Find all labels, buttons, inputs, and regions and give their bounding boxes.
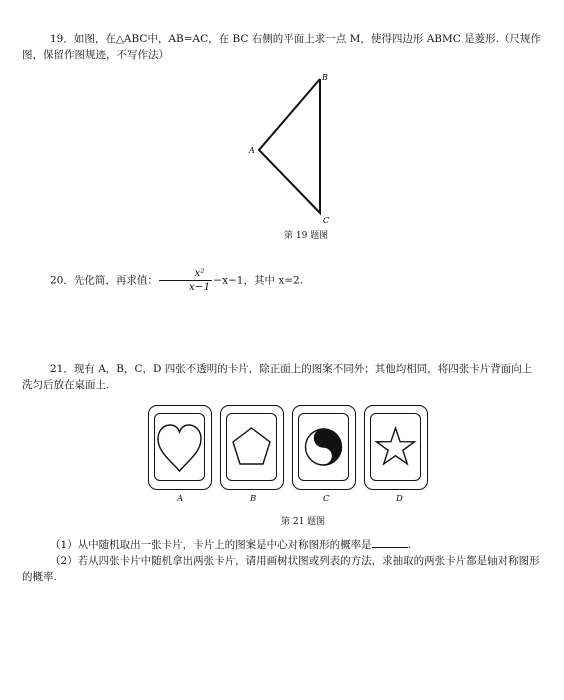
card-b-label: B [250, 494, 257, 504]
card-c-face [298, 413, 349, 481]
figure-21-caption: 第 21 题图 [281, 517, 326, 527]
question-20-prefix: 20．先化简，再求值： [50, 274, 158, 287]
figure-19-caption: 第 19 题图 [284, 231, 329, 241]
card-a-face [154, 413, 205, 481]
question-21-part-2: （2）若从四张卡片中随机拿出两张卡片，请用画树状图或列表的方法，求抽取的两张卡片都是轴对称图形的概率. [22, 555, 540, 584]
card-a [148, 405, 212, 490]
triangle-abc-figure [240, 70, 350, 230]
card-b-face [226, 413, 277, 481]
card-d [364, 405, 428, 490]
question-19-text: 19．如图，在△ABC中，AB=AC，在 BC 右侧的平面上求一点 M，使得四边形 ABMC 是菱形.（尺规作图，保留作图规迹，不写作法） [22, 33, 541, 62]
fraction-numerator: x² [159, 268, 212, 281]
triangle-abc [259, 79, 320, 213]
vertex-c-label: C [323, 216, 330, 225]
answer-blank [372, 538, 408, 548]
yin-yang-icon [299, 414, 348, 480]
card-c [292, 405, 356, 490]
fraction-expression [159, 268, 212, 293]
heart-icon [155, 414, 204, 480]
question-20-text [22, 268, 542, 293]
card-a-label: A [177, 494, 184, 504]
question-21-text: 21．现有 A，B，C，D 四张不透明的卡片，除正面上的图案不同外；其他均相同，将四张卡片背面向上洗匀后放在桌面上. [22, 363, 533, 392]
part-1-end: . [407, 539, 412, 551]
card-d-face [370, 413, 421, 481]
question-21-part-1 [22, 537, 542, 553]
fraction-denominator: x−1 [188, 280, 211, 293]
question-20-suffix: −x−1，其中 x=2. [213, 274, 304, 287]
vertex-b-label: B [322, 73, 328, 82]
card-b [220, 405, 284, 490]
vertex-a-label: A [249, 146, 255, 155]
part-1-text: （1）从中随机取出一张卡片，卡片上的图案是中心对称图形的概率是 [50, 539, 372, 551]
pentagon-icon [227, 414, 276, 480]
star-icon [371, 414, 420, 480]
card-c-label: C [323, 494, 330, 504]
card-d-label: D [396, 494, 403, 504]
